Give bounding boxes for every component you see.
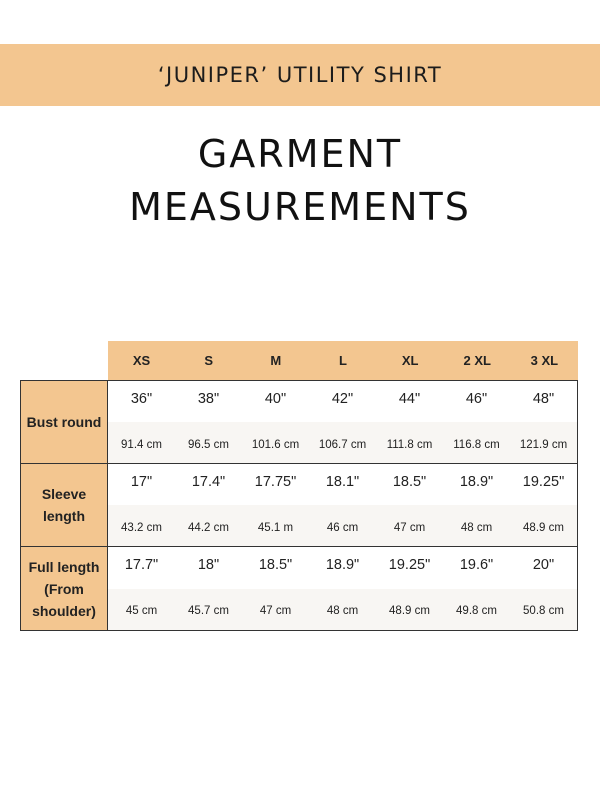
cm-value: 121.9 cm [519, 438, 568, 451]
inch-value: 18" [197, 556, 220, 573]
cm-value: 111.8 cm [386, 438, 433, 451]
inch-value: 36" [130, 390, 153, 407]
cm-value: 47 cm [393, 521, 426, 534]
product-banner [0, 44, 600, 106]
title-line-2: MEASUREMENTS [129, 185, 471, 229]
inch-value: 19.25" [388, 556, 431, 573]
inch-value: 42" [331, 390, 354, 407]
size-header: XS [132, 353, 151, 368]
inch-value: 19.25" [522, 473, 565, 490]
cm-values-row [108, 505, 577, 546]
cm-value: 46 cm [326, 521, 359, 534]
row-label-line: Sleeve [41, 486, 87, 502]
inch-value: 18.9" [325, 556, 360, 573]
inch-value: 17" [130, 473, 153, 490]
inch-value: 17.75" [254, 473, 297, 490]
row-label [21, 381, 108, 463]
row-label [21, 464, 108, 546]
cm-value: 47 cm [259, 605, 292, 618]
size-header-row [108, 341, 578, 380]
title-line-1: GARMENT [197, 132, 403, 176]
size-header: 3 XL [530, 353, 559, 368]
cm-value: 50.8 cm [523, 605, 564, 618]
cm-value: 48.9 cm [389, 605, 430, 618]
size-header: XL [401, 353, 419, 368]
cm-value: 101.6 cm [251, 438, 300, 451]
cm-value: 106.7 cm [318, 438, 367, 451]
inch-value: 17.7" [124, 556, 159, 573]
inch-value: 17.4" [191, 473, 226, 490]
inch-value: 19.6" [459, 556, 494, 573]
cm-value: 48 cm [460, 521, 493, 534]
size-header: L [339, 353, 347, 368]
cm-value: 91.4 cm [121, 438, 162, 451]
cm-value: 116.8 cm [453, 438, 500, 451]
cm-values-row [108, 422, 577, 463]
product-name: ‘JUNIPER’ UTILITY SHIRT [157, 63, 443, 87]
inch-value: 18.9" [459, 473, 494, 490]
measurement-group [21, 547, 577, 630]
page-title [0, 128, 600, 234]
inch-value: 20" [532, 556, 555, 573]
inch-values-row [108, 464, 577, 505]
cm-value: 44.2 cm [188, 521, 229, 534]
size-header: M [270, 353, 282, 368]
row-label-line: length [43, 508, 85, 524]
size-header: S [204, 353, 214, 368]
cm-value: 45 cm [125, 605, 158, 618]
cm-value: 48.9 cm [523, 521, 564, 534]
inch-values-row [108, 381, 577, 422]
inch-value: 18.5" [258, 556, 293, 573]
row-label-line: Full length [28, 558, 100, 575]
cm-value: 43.2 cm [121, 521, 162, 534]
cm-values-row [108, 589, 577, 631]
measurement-group [21, 381, 577, 464]
row-label [21, 547, 108, 630]
measurements-table [20, 380, 578, 631]
size-header: 2 XL [463, 353, 491, 368]
row-label-line: shoulder) [32, 602, 96, 619]
inch-value: 38" [197, 390, 220, 407]
inch-value: 48" [532, 390, 555, 407]
inch-value: 44" [398, 390, 421, 407]
cm-value: 48 cm [326, 605, 359, 618]
cm-value: 49.8 cm [456, 605, 497, 618]
inch-value: 46" [465, 390, 488, 407]
cm-value: 45.7 cm [188, 605, 229, 618]
row-label-line: (From [44, 580, 84, 597]
cm-value: 96.5 cm [188, 438, 229, 451]
inch-value: 40" [264, 390, 287, 407]
inch-value: 18.1" [325, 473, 360, 490]
measurement-group [21, 464, 577, 547]
cm-value: 45.1 m [257, 521, 294, 534]
inch-value: 18.5" [392, 473, 427, 490]
inch-values-row [108, 547, 577, 589]
row-label-line: Bust round [26, 414, 102, 430]
